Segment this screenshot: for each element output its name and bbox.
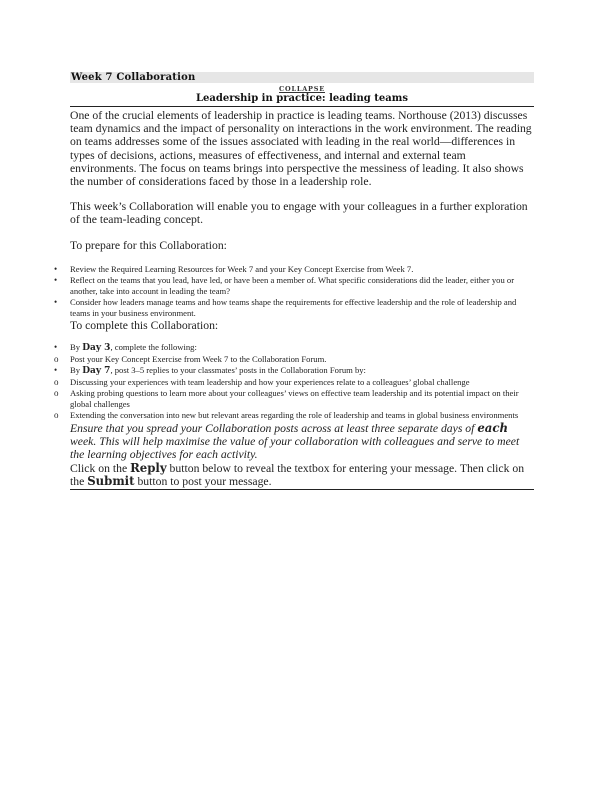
circle-bullet-icon: o [54, 388, 59, 399]
list-item: o Extending the conversation into new but relevant areas regarding the role of leadership and teams in global business environments [54, 410, 519, 421]
list-item: o Asking probing questions to learn more about your colleagues’ views on effective team leadership and its potential impact on their global challenges [54, 388, 519, 410]
circle-bullet-icon: o [54, 410, 59, 421]
list-item: • Reflect on the teams that you lead, have led, or have been a member of. What specific considerations did the leader, either you or another, take into account in leading the team? [54, 274, 515, 296]
complete-heading: To complete this Collaboration: [70, 318, 219, 332]
reply-label: Reply [130, 460, 167, 475]
each-emphasis: each [477, 421, 508, 436]
prepare-list [54, 263, 534, 319]
submit-label: Submit [87, 473, 135, 488]
day-7-label: Day 7 [82, 366, 111, 377]
list-item: o Discussing your experiences with team leadership and how your experiences relate to a colleagues’ global challenge [54, 377, 470, 388]
bullet-icon: • [54, 365, 58, 376]
collapse-link[interactable]: COLLAPSE [279, 85, 325, 93]
bullet-icon: • [54, 274, 58, 285]
list-item: • By Day 7, post 3–5 replies to your classmates’ posts in the Collaboration Forum by: [54, 365, 366, 377]
engage-paragraph: This week’s Collaboration will enable you to engage with your colleagues in a further exploration of the team-leading concept. [70, 200, 528, 227]
circle-bullet-icon: o [54, 377, 59, 388]
day-3-label: Day 3 [82, 343, 111, 354]
page-title: Week 7 Collaboration [70, 72, 534, 83]
section-subtitle: Leadership in practice: leading teams [70, 93, 534, 107]
list-item: o Post your Key Concept Exercise from Week 7 to the Collaboration Forum. [54, 354, 327, 365]
bullet-icon: • [54, 296, 58, 307]
bullet-icon: • [54, 263, 58, 274]
collaboration-page [54, 72, 534, 490]
intro-paragraph: One of the crucial elements of leadership in practice is leading teams. Northouse (2013) discusses team dynamics and the impact of personality on interactions in the work environment. The reading on teams addresses some of the issues associated with leading in the real world—differences in types of decisions, actions, measures of effectiveness, and internal and external team environments. The focus on teams brings into perspective the messiness of leading. It also shows the number of considerations faced by those in a leadership role. [70, 109, 532, 189]
bullet-icon: • [54, 342, 58, 353]
ensure-note: Ensure that you spread your Collaboration posts across at least three separate days of each week. This will help maximise the value of your collaboration with colleagues and serve to meet the learning objectives for each activity. [70, 421, 520, 462]
list-item: • Review the Required Learning Resources for Week 7 and your Key Concept Exercise from Week 7. [54, 263, 414, 274]
complete-list [54, 342, 534, 421]
list-item: • Consider how leaders manage teams and how teams shape the requirements for effective leadership and the role of leadership and teams in your business environment. [54, 296, 517, 318]
circle-bullet-icon: o [54, 354, 59, 365]
list-item: • By Day 3, complete the following: [54, 342, 197, 354]
prepare-heading: To prepare for this Collaboration: [70, 238, 227, 252]
reply-instructions: Click on the Reply button below to reveal the textbox for entering your message. Then click on the Submit button to post your message. [70, 462, 534, 490]
